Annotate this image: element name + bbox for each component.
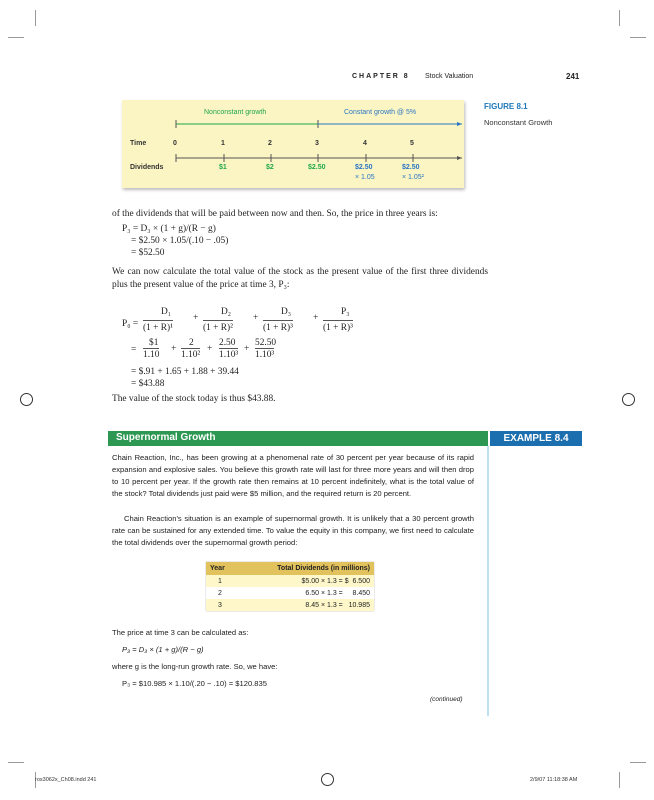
column-header: Total Dividends (in millions) (237, 562, 374, 575)
crop-mark (630, 762, 646, 763)
dividend-cell: $5.00 × 1.3 = $ 6.500 (237, 575, 374, 587)
dividends-table (206, 562, 374, 611)
chapter-title: Stock Valuation (425, 73, 474, 80)
crop-mark (8, 762, 24, 763)
equation-line: P₃ = D₃ × (1 + g)/(R − g) (122, 224, 216, 234)
dividend-multiplier: × 1.05² (402, 174, 424, 181)
example-paragraph: Chain Reaction, Inc., has been growing at a phenomenal rate of 30 percent per year because of its rapid expansion and explosive sales. You believe this growth rate will last for three more years and will then drop to 10 percent per year. If the growth rate then remains at 10 percent indefinitely, what is the total value of the stock? Total dividends just paid were $5 million, and the required return is 20 percent. (112, 453, 474, 498)
dividend-value: $2 (266, 164, 274, 171)
paragraph: of the dividends that will be paid between now and then. So, the price in three years is: (112, 209, 438, 219)
year-cell: 1 (206, 575, 237, 587)
year-cell: 2 (206, 587, 237, 599)
page-number: 241 (566, 72, 580, 81)
dividend-value: $2.50 (402, 164, 420, 171)
paragraph: We can now calculate the total value of the stock as the present value of the first three dividends plus the present value of the price at time 3, P₃: (112, 267, 488, 290)
constant-growth-label: Constant growth @ 5% (344, 109, 417, 116)
dividends-label: Dividends (130, 164, 164, 171)
numerator: 2 (189, 338, 194, 348)
dividend-multiplier: × 1.05 (355, 174, 375, 181)
time-label: Time (130, 140, 147, 147)
paragraph: The value of the stock today is thus $43.88. (112, 394, 276, 404)
equation-line: = $52.50 (131, 248, 165, 258)
equation-line: = $43.88 (131, 379, 165, 389)
equation-line: = $.91 + 1.65 + 1.88 + 39.44 (131, 367, 239, 377)
example-equation: P₃ = $10.985 × 1.10/(.20 − .10) = $120.835 (122, 679, 267, 688)
fraction-equation: $1 1.10 + 2 1.10² + 2.50 1.10³ + 52.50 1.10³ (143, 338, 277, 360)
equation-lhs: P₀ = (122, 319, 139, 329)
registration-mark-icon (20, 393, 33, 406)
time-tick: 1 (221, 140, 225, 147)
registration-mark-icon (321, 773, 334, 786)
equation-line: = $2.50 × 1.05/(.10 − .05) (131, 236, 229, 246)
fraction-equation: D₁ (1 + R)¹ + D₂ (1 + R)² + D₃ (1 + R)³ + P₃ (1 + R)³ (143, 307, 353, 333)
numerator: D₁ (161, 307, 172, 317)
crop-mark (619, 772, 620, 788)
time-tick: 5 (410, 140, 414, 147)
denominator: (1 + R)¹ (143, 320, 173, 334)
example-side-rule (487, 446, 489, 716)
denominator: 1.10³ (255, 350, 275, 360)
dividend-value: $2.50 (308, 164, 326, 171)
table-row (206, 599, 374, 611)
denominator: 1.10 (143, 350, 160, 360)
numerator: 2.50 (219, 338, 236, 348)
denominator: (1 + R)³ (263, 320, 293, 334)
footer-filename: ros3062x_Ch08.indd 241 (35, 777, 97, 783)
numerator: D₃ (281, 307, 292, 317)
example-equation: P₃ = D₃ × (1 + g)/(R − g) (122, 645, 204, 654)
example-tag: EXAMPLE 8.4 (490, 431, 582, 446)
numerator: 52.50 (255, 338, 277, 348)
crop-mark (619, 10, 620, 26)
time-tick: 4 (363, 140, 367, 147)
column-header: Year (206, 562, 237, 575)
example-paragraph: The price at time 3 can be calculated as: (112, 628, 249, 637)
example-paragraph: where g is the long-run growth rate. So, we have: (112, 662, 278, 671)
crop-mark (630, 37, 646, 38)
denominator: (1 + R)² (203, 320, 233, 334)
time-tick: 3 (315, 140, 319, 147)
example-paragraph: Chain Reaction's situation is an example of supernormal growth. It is unlikely that a 30 percent growth rate can be sustained for any extended time. To value the equity in this company, we first need to calculate the total dividends over the supernormal growth period: (112, 514, 474, 547)
dividend-cell: 8.45 × 1.3 = 10.985 (237, 599, 374, 611)
time-tick: 2 (268, 140, 272, 147)
numerator: P₃ (341, 307, 350, 317)
table-row (206, 575, 374, 587)
table-row (206, 587, 374, 599)
nonconstant-growth-label: Nonconstant growth (204, 109, 267, 116)
crop-mark (8, 37, 24, 38)
numerator: $1 (149, 338, 159, 348)
continued-note: (continued) (430, 696, 463, 703)
denominator: (1 + R)³ (323, 320, 353, 334)
figure-subtitle: Nonconstant Growth (484, 118, 553, 127)
figure-label: FIGURE 8.1 (484, 102, 528, 111)
example-title: Supernormal Growth (116, 432, 216, 443)
chapter-label: CHAPTER 8 (352, 73, 410, 80)
time-tick: 0 (173, 140, 177, 147)
dividend-value: $1 (219, 164, 227, 171)
denominator: 1.10² (181, 350, 201, 360)
dividend-value: $2.50 (355, 164, 373, 171)
denominator: 1.10³ (219, 350, 239, 360)
document-page: CHAPTER 8 Stock Valuation 241 Nonconstant growth Constant growth @ 5% Time 0 1 2 3 4 5 Dividends $1 $2 $2.50 $2.50 $2.50 × 1.05 × 1.05² FIGURE 8.1 Nonconstant Growth of the dividends that will be paid between now and then. So, the price in three years is: P₃ = D₃ × (1 + g)/(R − g) = $2.50 × 1.05/(.10 − .05) = $52.50 We can now calculate the total value of the stock as the present value of the first three dividends plus the present value of the price at time 3, P₃: P₀ = D₁ (1 + R)¹ + D₂ (1 + R)² + D₃ (1 + R)³ + P₃ (1 + R)³ = $1 1.10 + 2 1.10² + 2.50 1.10³ + 52.50 1.10³ = $.91 + 1.65 + 1.88 + 39.44 = $43.88 The value of the stock today is thus $43.88. Supernormal Growth EXAMPLE 8.4 Chain Reaction, Inc., has been growing at a phenomenal rate of 30 percent per year because of its rapid expansion and explosive sales. You believe this growth rate will last for three more years and will then drop to 10 percent per year. If the growth rate then remains at 10 percent indefinitely, what is the total value of the stock? Total dividends just paid were $5 million, and the required return is 20 percent. Chain Reaction's situation is an example of supernormal growth. It is unlikely that a 30 percent growth rate can be sustained for any extended time. To value the equity in this company, we first need to calculate the total dividends over the supernormal growth period: Year Total Dividends (in millions) 1 $5.00 × 1.3 = $ 6.500 2 6.50 × 1.3 = 8.450 3 8.45 × 1.3 = 10.985 The price at time 3 can be calculated as: P₃ = D₃ × (1 + g)/(R − g) where g is the long-run growth rate. So, we have: P₃ = $10.985 × 1.10/(.20 − .10) = $120.835 (continued) ros3062x_Ch08.indd 241 2/9/07 11:18:38 AM (0, 0, 654, 800)
dividend-cell: 6.50 × 1.3 = 8.450 (237, 587, 374, 599)
crop-mark (35, 10, 36, 26)
footer-timestamp: 2/9/07 11:18:38 AM (530, 777, 578, 783)
figure-timeline (122, 100, 464, 188)
year-cell: 3 (206, 599, 237, 611)
numerator: D₂ (221, 307, 232, 317)
registration-mark-icon (622, 393, 635, 406)
